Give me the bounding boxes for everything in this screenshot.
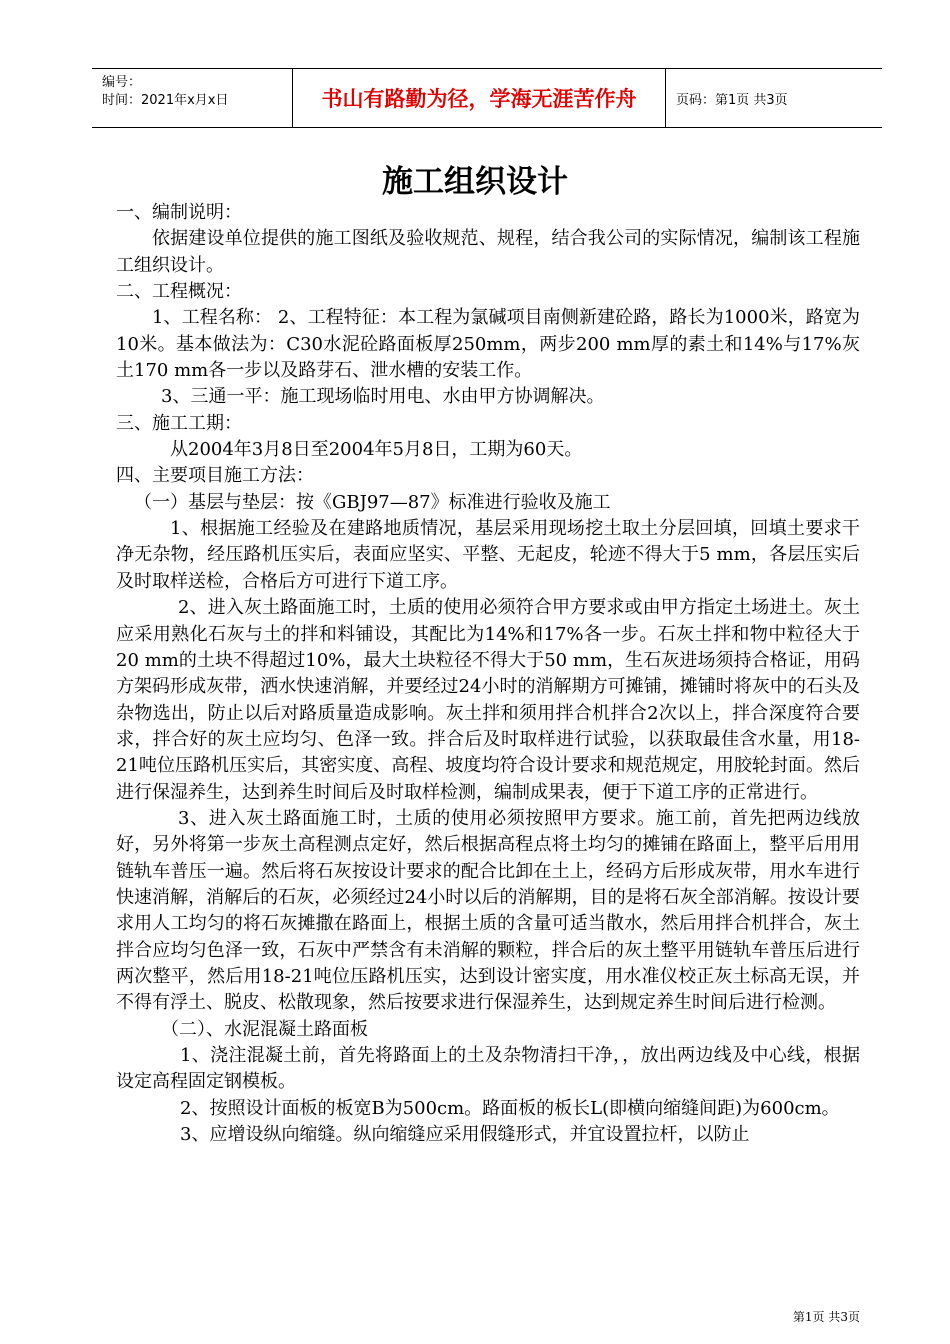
paragraph: 2、进入灰土路面施工时，土质的使用必须符合甲方要求或由甲方指定土场进土。灰土应采用熟化石灰与土的拌和料铺设，其配比为14%和17%各一步。石灰土拌和物中粒径大于20 mm的土块不得超过10%，最大土块粒径不得大于50 mm，生石灰进场须持合格证，用码方架码形成灰带，洒水快速消解，并要经过24小时的消解期方可摊铺，摊铺时将灰中的石头及杂物选出，防止以后对路质量造成影响。灰土拌和须用拌合机拌合2次以上，拌合深度符合要求，拌合好的灰土应均匀、色泽一致。拌合后及时取样进行试验，以获取最佳含水量，用18-21吨位压路机压实后，其密实度、高程、坡度均符合设计要求和规范规定，用胶轮封面。然后进行保湿养生，达到养生时间后及时取样检测，编制成果表，便于下道工序的正常进行。	[116, 597, 860, 803]
section-heading: 二、工程概况：	[116, 281, 242, 303]
document-body	[116, 200, 860, 1148]
document-title: 施工组织设计	[382, 164, 568, 200]
paragraph: 1、工程名称： 2、工程特征：本工程为氯碱项目南侧新建砼路，路长为1000米，路宽为10米。基本做法为：C30水泥砼路面板厚250mm，两步200 mm厚的素土和14%与17%灰土170 mm各一步以及路芽石、泄水槽的安装工作。	[116, 307, 860, 382]
paragraph: 1、浇注混凝土前，首先将路面上的土及杂物清扫干净，，放出两边线及中心线，根据设定高程固定钢模板。	[116, 1045, 860, 1093]
header-table	[92, 68, 882, 128]
date-label: 时间：2021年x月x日	[102, 93, 229, 108]
section-heading: 三、施工工期：	[116, 412, 242, 434]
paragraph: 1、根据施工经验及在建路地质情况，基层采用现场挖土取土分层回填，回填土要求干净无杂物，经压路机压实后，表面应坚实、平整、无起皮，轮迹不得大于5 mm，各层压实后及时取样送检，合格后方可进行下道工序。	[116, 518, 860, 592]
subsection-heading: （一）基层与垫层：按《GBJ97—87》标准进行验收及施工	[134, 491, 611, 513]
serial-number-label: 编号：	[102, 75, 142, 90]
section-heading: 四、主要项目施工方法：	[116, 465, 314, 487]
paragraph: 依据建设单位提供的施工图纸及验收规范、规程，结合我公司的实际情况，编制该工程施工组织设计。	[116, 228, 860, 276]
paragraph: 2、按照设计面板的板宽B为500cm。路面板的板长L(即横向缩缝间距)为600cm。	[180, 1097, 840, 1119]
header-meta-cell	[92, 69, 293, 127]
motto: 书山有路勤为径，学海无涯苦作舟	[293, 69, 666, 127]
subsection-heading: （二）、水泥混凝土路面板	[161, 1018, 368, 1040]
page-footer: 第1页 共3页	[792, 1310, 860, 1324]
paragraph: 3、应增设纵向缩缝。纵向缩缝应采用假缝形式，并宜设置拉杆，以防止	[180, 1124, 750, 1146]
paragraph: 从2004年3月8日至2004年5月8日，工期为60天。	[170, 439, 583, 461]
paragraph: 3、进入灰土路面施工时，土质的使用必须按照甲方要求。施工前，首先把两边线放好，另外将第一步灰土高程测点定好，然后根据高程点将土均匀的摊铺在路面上，整平后用用链轨车普压一遍。然后将石灰按设计要求的配合比卸在土上，经码方后形成灰带，用水车进行快速消解，消解后的石灰，必须经过24小时以后的消解期，目的是将石灰全部消解。按设计要求用人工均匀的将石灰摊撒在路面上，根据土质的含量可适当散水，然后用拌合机拌合，灰土拌合应均匀色泽一致，石灰中严禁含有未消解的颗粒，拌合后的灰土整平用链轨车普压后进行两次整平，然后用18-21吨位压路机压实，达到设计密实度，用水准仪校正灰土标高无误，并不得有浮土、脱皮、松散现象，然后按要求进行保湿养生，达到规定养生时间后进行检测。	[116, 807, 860, 1014]
page-info: 页码：第1页 共3页	[676, 92, 788, 108]
paragraph: 3、三通一平：施工现场临时用电、水由甲方协调解决。	[161, 386, 605, 408]
section-heading: 一、编制说明：	[116, 202, 242, 223]
